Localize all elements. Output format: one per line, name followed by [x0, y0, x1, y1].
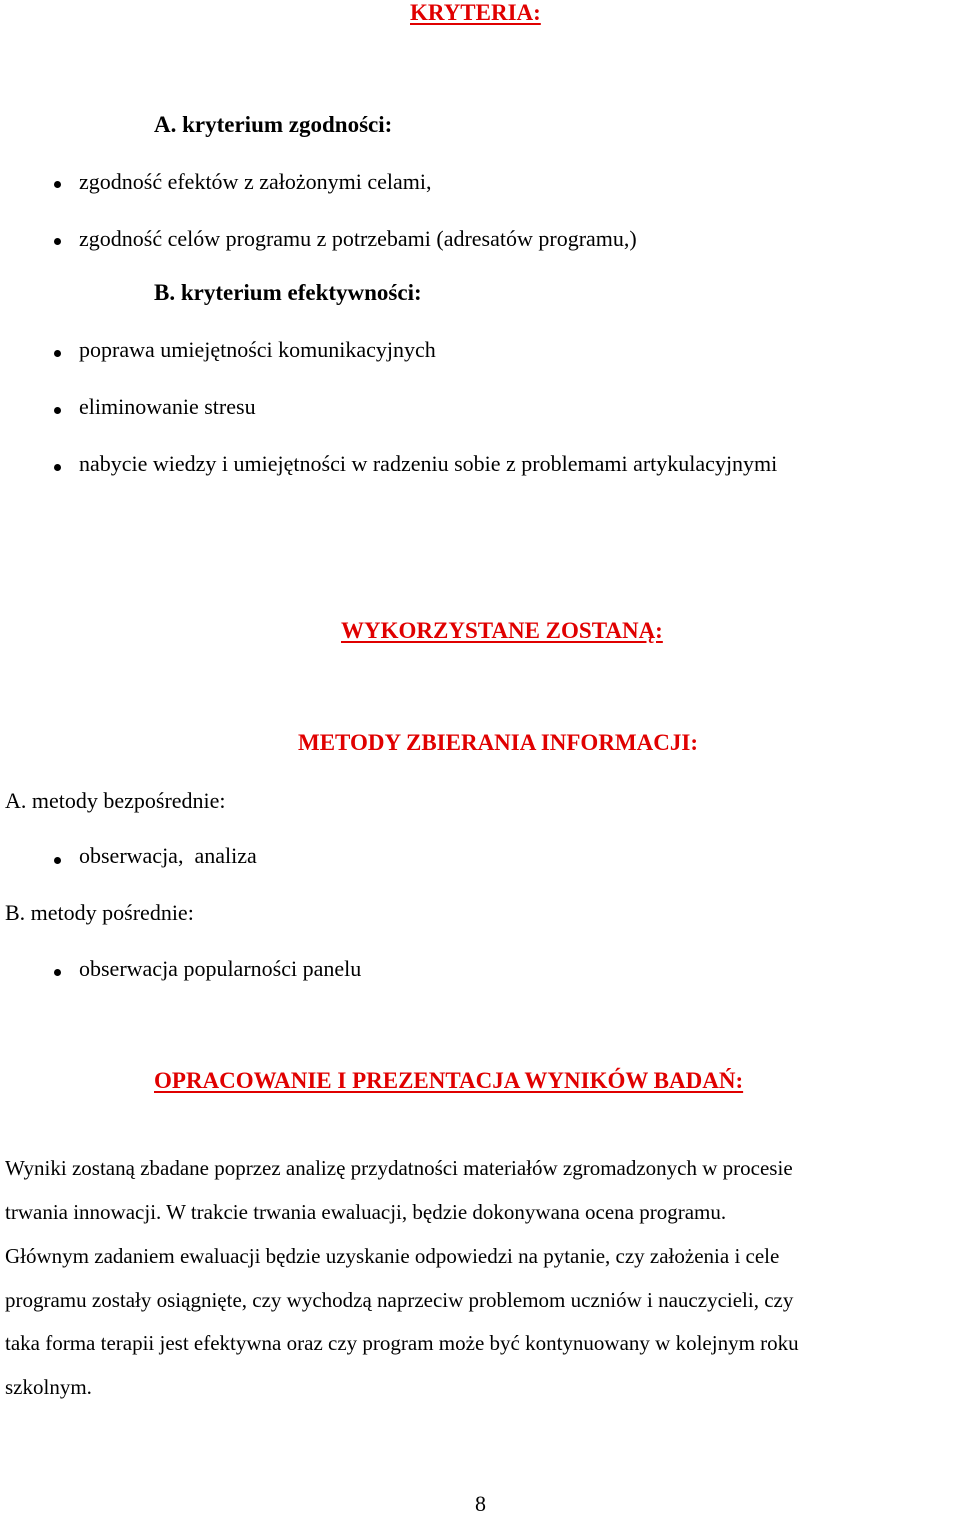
paragraph-line: Wyniki zostaną zbadane poprzez analizę przydatności materiałów zgromadzonych w procesie	[5, 1156, 793, 1180]
metody-posrednie-heading: B. metody pośrednie:	[5, 900, 194, 925]
bullet-dot-icon	[54, 857, 61, 864]
bullet-dot-icon	[54, 464, 61, 471]
kryterium-zgodnosci-heading: A. kryterium zgodności:	[154, 112, 393, 137]
kryterium-efektywnosci-heading: B. kryterium efektywności:	[154, 280, 422, 305]
metody-bezposrednie-heading: A. metody bezpośrednie:	[5, 788, 226, 813]
opracowanie-title: OPRACOWANIE I PREZENTACJA WYNIKÓW BADAŃ:	[154, 1068, 744, 1093]
bullet-dot-icon	[54, 238, 61, 245]
bullet-dot-icon	[54, 350, 61, 357]
list-item: obserwacja, analiza	[79, 843, 257, 868]
page-number: 8	[475, 1491, 486, 1516]
list-item: poprawa umiejętności komunikacyjnych	[79, 337, 436, 362]
list-item: zgodność efektów z założonymi celami,	[79, 169, 432, 194]
list-item: nabycie wiedzy i umiejętności w radzeniu sobie z problemami artykulacyjnymi	[79, 451, 778, 476]
list-item: eliminowanie stresu	[79, 394, 256, 419]
paragraph-line: trwania innowacji. W trakcie trwania ewaluacji, będzie dokonywana ocena programu.	[5, 1200, 727, 1224]
bullet-dot-icon	[54, 181, 61, 188]
metody-zbierania-informacji-title: METODY ZBIERANIA INFORMACJI:	[298, 730, 698, 755]
wykorzystane-zostana-title: WYKORZYSTANE ZOSTANĄ:	[341, 618, 663, 643]
list-item: zgodność celów programu z potrzebami (adresatów programu,)	[79, 226, 637, 251]
bullet-dot-icon	[54, 969, 61, 976]
paragraph-line: szkolnym.	[5, 1375, 92, 1399]
paragraph-line: Głównym zadaniem ewaluacji będzie uzyskanie odpowiedzi na pytanie, czy założenia i cele	[5, 1244, 780, 1268]
list-item: obserwacja popularności panelu	[79, 956, 362, 981]
kryteria-title: KRYTERIA:	[410, 0, 541, 25]
paragraph-line: taka forma terapii jest efektywna oraz czy program może być kontynuowany w kolejnym roku	[5, 1331, 799, 1355]
bullet-dot-icon	[54, 407, 61, 414]
paragraph-line: programu zostały osiągnięte, czy wychodzą naprzeciw problemom uczniów i nauczycieli, czy	[5, 1288, 794, 1312]
